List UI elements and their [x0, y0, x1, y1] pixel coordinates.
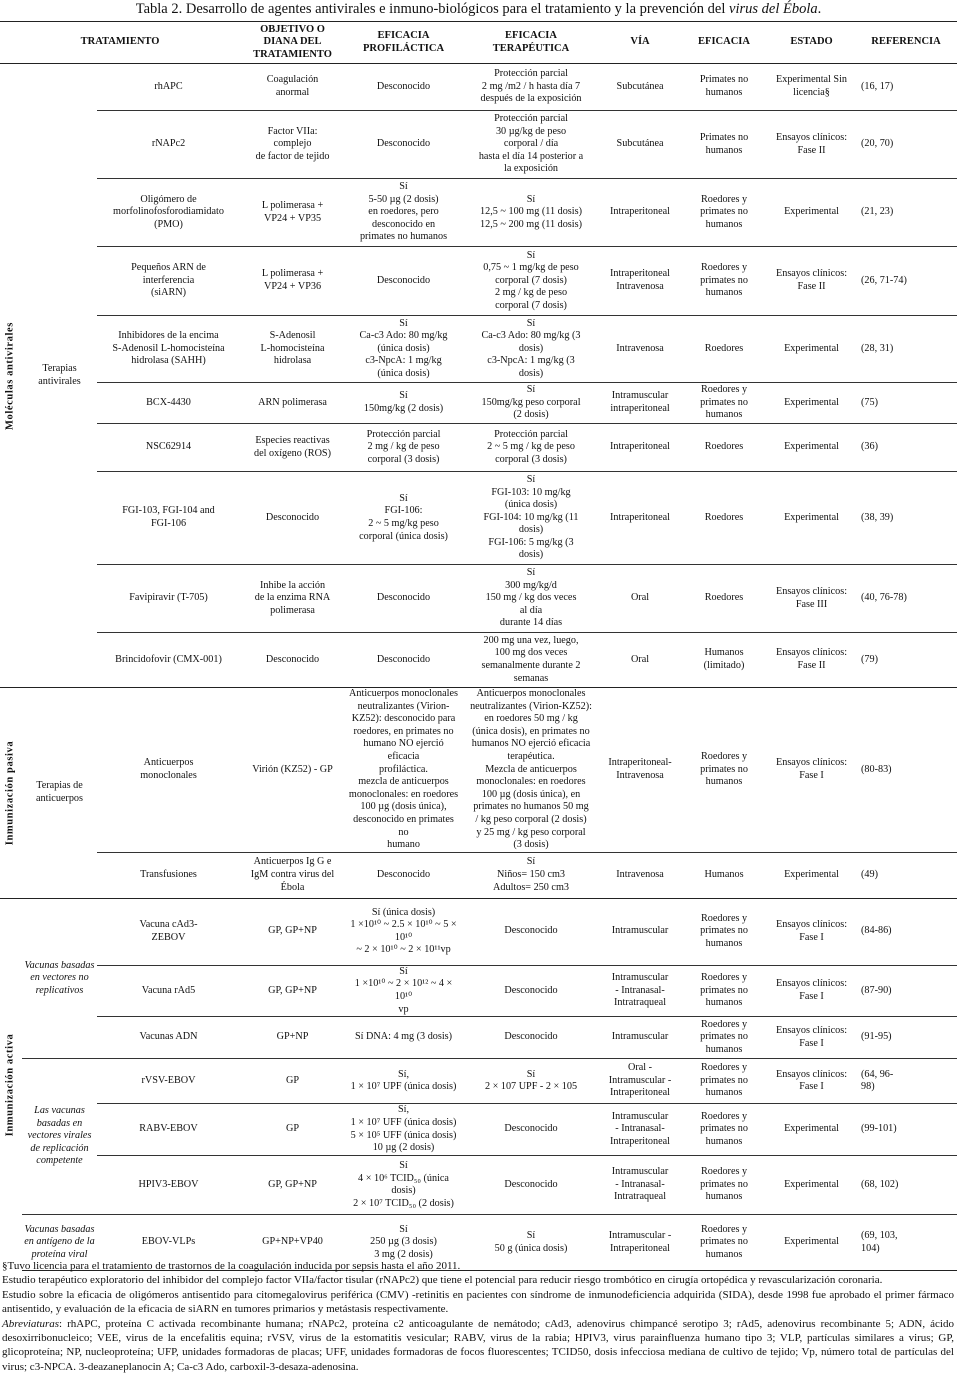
- cell-target: Virión (KZ52) - GP: [240, 688, 345, 853]
- cell-therapeutic-efficacy: Protección parcial 2 mg /m2 / h hasta día 7 después de la exposición: [462, 64, 600, 111]
- cell-prophylactic-efficacy: Sí 4 × 10⁶ TCID₅₀ (única dosis) 2 × 10⁷ TCID₅₀ (2 dosis): [345, 1156, 462, 1215]
- cell-reference: (20, 70): [855, 111, 957, 179]
- table-title: [0, 1, 957, 18]
- cell-therapeutic-efficacy: Sí 12,5 ~ 100 mg (11 dosis) 12,5 ~ 200 mg (11 dosis): [462, 179, 600, 247]
- cell-route: Intramuscular - Intranasal- Intratraqueal: [600, 965, 680, 1016]
- table-row: [0, 316, 957, 383]
- header-row: [0, 22, 957, 64]
- cell-route: Intramuscular: [600, 1017, 680, 1059]
- cell-treatment: Oligómero de morfolinofosforodiamidato (PMO): [97, 179, 240, 247]
- cell-route: Oral - Intramuscular - Intraperitoneal: [600, 1059, 680, 1104]
- cell-route: Intraperitoneal: [600, 179, 680, 247]
- cell-route: Intramuscular: [600, 898, 680, 965]
- cell-target: GP, GP+NP: [240, 1156, 345, 1215]
- abbreviations-label: Abreviaturas: [2, 1317, 60, 1330]
- cell-status: Experimental: [768, 852, 855, 898]
- cell-route: Intramuscular - Intraperitoneal: [600, 1215, 680, 1271]
- cell-target: Desconocido: [240, 472, 345, 565]
- cell-therapeutic-efficacy: Sí Niños= 150 cm3 Adultos= 250 cm3: [462, 852, 600, 898]
- cell-therapeutic-efficacy: Desconocido: [462, 1104, 600, 1156]
- cell-therapeutic-efficacy: Desconocido: [462, 1156, 600, 1215]
- subgroup-label: Las vacunas basadas en vectores virales de replicación competente: [22, 1059, 97, 1215]
- cell-prophylactic-efficacy: Sí 250 µg (3 dosis) 3 mg (2 dosis): [345, 1215, 462, 1271]
- cell-status: Experimental: [768, 1156, 855, 1215]
- cell-therapeutic-efficacy: Sí 300 mg/kg/d 150 mg / kg dos veces al día durante 14 días: [462, 565, 600, 633]
- cell-target: Especies reactivas del oxígeno (ROS): [240, 424, 345, 472]
- cell-therapeutic-efficacy: Desconocido: [462, 898, 600, 965]
- cell-treatment: Inhibidores de la encima S-Adenosil L-homocisteína hidrolasa (SAHH): [97, 316, 240, 383]
- cell-status: Ensayos clínicos: Fase II: [768, 111, 855, 179]
- cell-target: L polimerasa + VP24 + VP35: [240, 179, 345, 247]
- cell-target: Coagulación anormal: [240, 64, 345, 111]
- cell-status: Ensayos clínicos: Fase II: [768, 633, 855, 688]
- title-text: Tabla 2. Desarrollo de agentes antivirales e inmuno-biológicos para el tratamiento y la prevención del: [135, 1, 730, 17]
- cell-status: Ensayos clínicos: Fase I: [768, 898, 855, 965]
- cell-status: Experimental Sin licencia§: [768, 64, 855, 111]
- footnote-1: §Tuvo licencia para el tratamiento de trastornos de la coagulación inducida por sepsis hasta el año 2011.: [2, 1260, 461, 1272]
- cell-route: Intramuscular - Intranasal- Intraperitoneal: [600, 1104, 680, 1156]
- table-row: [0, 472, 957, 565]
- header-tratamiento: TRATAMIENTO: [0, 22, 240, 64]
- cell-prophylactic-efficacy: Sí 1 ×10¹⁰ ~ 2 × 10¹² ~ 4 × 10¹⁰ vp: [345, 965, 462, 1016]
- cell-efficacy-model: Roedores: [680, 565, 768, 633]
- cell-reference: (64, 96- 98): [855, 1059, 957, 1104]
- cell-therapeutic-efficacy: Sí FGI-103: 10 mg/kg (única dosis) FGI-104: 10 mg/kg (11 dosis) FGI-106: 5 mg/kg (3 dosis): [462, 472, 600, 565]
- cell-therapeutic-efficacy: Desconocido: [462, 965, 600, 1016]
- cell-treatment: RABV-EBOV: [97, 1104, 240, 1156]
- cell-reference: (16, 17): [855, 64, 957, 111]
- header-objetivo: OBJETIVO O DIANA DEL TRATAMIENTO: [240, 22, 345, 64]
- table-row: [0, 1156, 957, 1215]
- table-row: [0, 688, 957, 853]
- table-row: [0, 852, 957, 898]
- table-row: [0, 247, 957, 316]
- cell-treatment: Pequeños ARN de interferencia (siARN): [97, 247, 240, 316]
- cell-reference: (69, 103, 104): [855, 1215, 957, 1271]
- cell-prophylactic-efficacy: Sí FGI-106: 2 ~ 5 mg/kg peso corporal (única dosis): [345, 472, 462, 565]
- table-body: [0, 64, 957, 1271]
- cell-reference: (99-101): [855, 1104, 957, 1156]
- cell-treatment: Anticuerpos monoclonales: [97, 688, 240, 853]
- cell-route: Intravenosa: [600, 316, 680, 383]
- cell-reference: (87-90): [855, 965, 957, 1016]
- cell-status: Experimental: [768, 179, 855, 247]
- cell-efficacy-model: Roedores y primates no humanos: [680, 1017, 768, 1059]
- cell-status: Ensayos clínicos: Fase I: [768, 965, 855, 1016]
- cell-status: Experimental: [768, 472, 855, 565]
- cell-therapeutic-efficacy: Anticuerpos monoclonales neutralizantes (Virion-KZ52): en roedores 50 mg / kg (única dosis), en primates no humanos NO ejerció eficacia terapéutica. Mezcla de anticuerpos monoclonales: en roedores 100 µg (dosis única), en primates no humanos 50 mg / kg peso corporal (2 dosis) y 25 mg / kg peso corporal (3 dosis): [462, 688, 600, 853]
- cell-prophylactic-efficacy: Desconocido: [345, 247, 462, 316]
- cell-reference: (26, 71-74): [855, 247, 957, 316]
- cell-therapeutic-efficacy: 200 mg una vez, luego, 100 mg dos veces semanalmente durante 2 semanas: [462, 633, 600, 688]
- cell-status: Experimental: [768, 383, 855, 424]
- cell-route: Intraperitoneal: [600, 472, 680, 565]
- ebola-agents-table: [0, 21, 957, 1271]
- header-eficacia: EFICACIA: [680, 22, 768, 64]
- cell-reference: (68, 102): [855, 1156, 957, 1215]
- cell-treatment: rVSV-EBOV: [97, 1059, 240, 1104]
- cell-treatment: NSC62914: [97, 424, 240, 472]
- cell-prophylactic-efficacy: Desconocido: [345, 64, 462, 111]
- cell-prophylactic-efficacy: Protección parcial 2 mg / kg de peso corporal (3 dosis): [345, 424, 462, 472]
- cell-treatment: Vacunas ADN: [97, 1017, 240, 1059]
- cell-prophylactic-efficacy: Sí 150mg/kg (2 dosis): [345, 383, 462, 424]
- cell-reference: (21, 23): [855, 179, 957, 247]
- section-label: Moléculas antivirales: [4, 321, 16, 430]
- cell-efficacy-model: Roedores: [680, 472, 768, 565]
- abbreviations-text: : rhAPC, proteína C activada recombinante humana; rNAPc2, proteína c2 anticoagulante de nemátodo; cAd3, adenovirus chimpancé serotipo 3; rAd5, adenovirus recombinante 5; ADN, ácido desoxirribonucleico; VEE, virus de la encefalitis equina; rVSV, virus de la estomatitis vesicular; RABV, virus de la rabia; HPIV3, virus parainfluenza humano tipo 3; VLP, partículas similares a virus; GP, glicoproteína; NP, nucleoproteína; UFP, unidades formadoras de placas; UFF, unidades formadoras de focos fluorescentes; TCID50, dosis infecciosa mediana de cultivo de tejido; Vp, número total de partículas del virus; c3-NPCA. 3-deazaneplanocin A; Ca-c3 Ado, carboxil-3-desaza-adenosina.: [2, 1317, 954, 1373]
- cell-status: Experimental: [768, 1215, 855, 1271]
- cell-therapeutic-efficacy: Protección parcial 30 µg/kg de peso corporal / día hasta el día 14 posterior a la exposición: [462, 111, 600, 179]
- cell-treatment: FGI-103, FGI-104 and FGI-106: [97, 472, 240, 565]
- cell-efficacy-model: Roedores y primates no humanos: [680, 1104, 768, 1156]
- table-row: [0, 565, 957, 633]
- cell-target: GP+NP+VP40: [240, 1215, 345, 1271]
- table-row: [0, 111, 957, 179]
- cell-prophylactic-efficacy: Sí (única dosis) 1 ×10¹⁰ ~ 2.5 × 10¹⁰ ~ 5 × 10¹⁰ ~ 2 × 10¹⁰ ~ 2 × 10¹¹vp: [345, 898, 462, 965]
- cell-therapeutic-efficacy: Sí 150mg/kg peso corporal (2 dosis): [462, 383, 600, 424]
- cell-reference: (80-83): [855, 688, 957, 853]
- cell-route: Intramuscular - Intranasal- Intratraqueal: [600, 1156, 680, 1215]
- cell-reference: (84-86): [855, 898, 957, 965]
- section-label-cell: [0, 688, 22, 899]
- cell-efficacy-model: Humanos (limitado): [680, 633, 768, 688]
- footnote-abbreviations: [2, 1317, 954, 1375]
- cell-therapeutic-efficacy: Protección parcial 2 ~ 5 mg / kg de peso corporal (3 dosis): [462, 424, 600, 472]
- cell-route: Subcutánea: [600, 111, 680, 179]
- cell-prophylactic-efficacy: Sí 5-50 µg (2 dosis) en roedores, pero desconocido en primates no humanos: [345, 179, 462, 247]
- cell-reference: (28, 31): [855, 316, 957, 383]
- cell-prophylactic-efficacy: Sí, 1 × 10⁷ UPF (única dosis): [345, 1059, 462, 1104]
- cell-prophylactic-efficacy: Desconocido: [345, 565, 462, 633]
- cell-efficacy-model: Roedores y primates no humanos: [680, 1156, 768, 1215]
- section-label: Inmunización activa: [4, 1033, 16, 1137]
- table-row: [0, 1017, 957, 1059]
- title-italic: virus del Ébola: [729, 1, 818, 17]
- cell-reference: (40, 76-78): [855, 565, 957, 633]
- header-via: VÍA: [600, 22, 680, 64]
- cell-reference: (36): [855, 424, 957, 472]
- cell-prophylactic-efficacy: Sí Ca-c3 Ado: 80 mg/kg (única dosis) c3-NpcA: 1 mg/kg (única dosis): [345, 316, 462, 383]
- section-label-cell: [0, 898, 22, 1270]
- title-end: .: [817, 1, 822, 17]
- cell-efficacy-model: Roedores y primates no humanos: [680, 1215, 768, 1271]
- cell-treatment: Vacuna rAd5: [97, 965, 240, 1016]
- cell-prophylactic-efficacy: Anticuerpos monoclonales neutralizantes (Virion- KZ52): desconocido para roedores, en primates no humano NO ejerció eficacia profiláctica. mezcla de anticuerpos monoclonales: en roedores 100 µg (dosis única), desconocido en primates no humano: [345, 688, 462, 853]
- cell-target: Inhibe la acción de la enzima RNA polimerasa: [240, 565, 345, 633]
- cell-target: GP: [240, 1104, 345, 1156]
- cell-status: Ensayos clínicos: Fase II: [768, 247, 855, 316]
- cell-status: Ensayos clínicos: Fase I: [768, 688, 855, 853]
- cell-target: GP+NP: [240, 1017, 345, 1059]
- cell-status: Ensayos clínicos: Fase III: [768, 565, 855, 633]
- subgroup-label: Vacunas basadas en vectores no replicativos: [22, 898, 97, 1058]
- cell-prophylactic-efficacy: Desconocido: [345, 111, 462, 179]
- cell-target: GP: [240, 1059, 345, 1104]
- table-row: [0, 424, 957, 472]
- header-eficacia-profilactica: EFICACIA PROFILÁCTICA: [345, 22, 462, 64]
- subgroup-label: Terapias antivirales: [22, 64, 97, 688]
- table-row: [0, 179, 957, 247]
- footnotes: [2, 1259, 954, 1374]
- cell-efficacy-model: Roedores y primates no humanos: [680, 179, 768, 247]
- cell-route: Intramuscular intraperitoneal: [600, 383, 680, 424]
- table-row: [0, 633, 957, 688]
- footnote-2: Estudio terapéutico exploratorio del inhibidor del complejo factor VIIa/factor tisular (rNAPc2) que tiene el potencial para reducir riesgo trombótico en cirugía ortopédica y revascularización coronaria.: [2, 1274, 883, 1287]
- cell-target: Factor VIIa: complejo de factor de tejido: [240, 111, 345, 179]
- cell-target: L polimerasa + VP24 + VP36: [240, 247, 345, 316]
- cell-therapeutic-efficacy: Sí 50 g (única dosis): [462, 1215, 600, 1271]
- cell-status: Experimental: [768, 316, 855, 383]
- cell-treatment: rNAPc2: [97, 111, 240, 179]
- cell-target: Desconocido: [240, 633, 345, 688]
- table-row: [0, 1104, 957, 1156]
- cell-efficacy-model: Roedores y primates no humanos: [680, 898, 768, 965]
- cell-status: Experimental: [768, 424, 855, 472]
- cell-target: GP, GP+NP: [240, 898, 345, 965]
- cell-route: Intraperitoneal Intravenosa: [600, 247, 680, 316]
- cell-target: ARN polimerasa: [240, 383, 345, 424]
- table-row: [0, 898, 957, 965]
- section-label: Inmunización pasiva: [4, 740, 16, 846]
- cell-treatment: BCX-4430: [97, 383, 240, 424]
- cell-therapeutic-efficacy: Desconocido: [462, 1017, 600, 1059]
- cell-treatment: Favipiravir (T-705): [97, 565, 240, 633]
- subgroup-label: Vacunas basadas en antígeno de la proteína viral: [22, 1215, 97, 1271]
- cell-treatment: HPIV3-EBOV: [97, 1156, 240, 1215]
- cell-status: Ensayos clínicos: Fase I: [768, 1017, 855, 1059]
- cell-efficacy-model: Humanos: [680, 852, 768, 898]
- cell-therapeutic-efficacy: Sí Ca-c3 Ado: 80 mg/kg (3 dosis) c3-NpcA: 1 mg/kg (3 dosis): [462, 316, 600, 383]
- cell-prophylactic-efficacy: Desconocido: [345, 633, 462, 688]
- footnote-3: Estudio sobre la eficacia de oligómeros antisentido para citomegalovirus periférica (CMV) -retinitis en pacientes con síndrome de inmunodeficiencia adquirida (SIDA), desde 1998 fue aprobado el primer fármaco antisentido, y evaluación de la eficacia de siARN en tumores primarios y metástasis respectivamente.: [2, 1288, 954, 1316]
- cell-route: Intravenosa: [600, 852, 680, 898]
- cell-efficacy-model: Roedores y primates no humanos: [680, 383, 768, 424]
- cell-prophylactic-efficacy: Sí, 1 × 10⁷ UFF (única dosis) 5 × 10⁵ UFF (única dosis) 10 µg (2 dosis): [345, 1104, 462, 1156]
- cell-route: Subcutánea: [600, 64, 680, 111]
- cell-treatment: rhAPC: [97, 64, 240, 111]
- cell-reference: (49): [855, 852, 957, 898]
- cell-therapeutic-efficacy: Sí 2 × 107 UPF - 2 × 105: [462, 1059, 600, 1104]
- cell-efficacy-model: Primates no humanos: [680, 111, 768, 179]
- cell-efficacy-model: Roedores y primates no humanos: [680, 1059, 768, 1104]
- cell-route: Oral: [600, 633, 680, 688]
- cell-route: Intraperitoneal- Intravenosa: [600, 688, 680, 853]
- cell-target: GP, GP+NP: [240, 965, 345, 1016]
- cell-reference: (91-95): [855, 1017, 957, 1059]
- cell-treatment: EBOV-VLPs: [97, 1215, 240, 1271]
- cell-efficacy-model: Primates no humanos: [680, 64, 768, 111]
- header-referencia: REFERENCIA: [855, 22, 957, 64]
- cell-efficacy-model: Roedores: [680, 316, 768, 383]
- section-label-cell: [0, 64, 22, 688]
- cell-target: Anticuerpos Ig G e IgM contra virus del Ébola: [240, 852, 345, 898]
- cell-route: Intraperitoneal: [600, 424, 680, 472]
- subgroup-label: Terapias de anticuerpos: [22, 688, 97, 899]
- cell-treatment: Brincidofovir (CMX-001): [97, 633, 240, 688]
- cell-treatment: Transfusiones: [97, 852, 240, 898]
- cell-reference: (38, 39): [855, 472, 957, 565]
- cell-treatment: Vacuna cAd3- ZEBOV: [97, 898, 240, 965]
- cell-prophylactic-efficacy: Desconocido: [345, 852, 462, 898]
- table-row: [0, 1059, 957, 1104]
- cell-efficacy-model: Roedores: [680, 424, 768, 472]
- cell-efficacy-model: Roedores y primates no humanos: [680, 247, 768, 316]
- cell-status: Experimental: [768, 1104, 855, 1156]
- cell-route: Oral: [600, 565, 680, 633]
- cell-target: S-Adenosil L-homocisteína hidrolasa: [240, 316, 345, 383]
- header-estado: ESTADO: [768, 22, 855, 64]
- table-row: [0, 965, 957, 1016]
- table-row: [0, 64, 957, 111]
- cell-status: Ensayos clínicos: Fase I: [768, 1059, 855, 1104]
- table-row: [0, 383, 957, 424]
- cell-therapeutic-efficacy: Sí 0,75 ~ 1 mg/kg de peso corporal (7 dosis) 2 mg / kg de peso corporal (7 dosis): [462, 247, 600, 316]
- cell-efficacy-model: Roedores y primates no humanos: [680, 688, 768, 853]
- cell-efficacy-model: Roedores y primates no humanos: [680, 965, 768, 1016]
- cell-reference: (75): [855, 383, 957, 424]
- header-eficacia-terapeutica: EFICACIA TERAPÉUTICA: [462, 22, 600, 64]
- cell-prophylactic-efficacy: Sí DNA: 4 mg (3 dosis): [345, 1017, 462, 1059]
- cell-reference: (79): [855, 633, 957, 688]
